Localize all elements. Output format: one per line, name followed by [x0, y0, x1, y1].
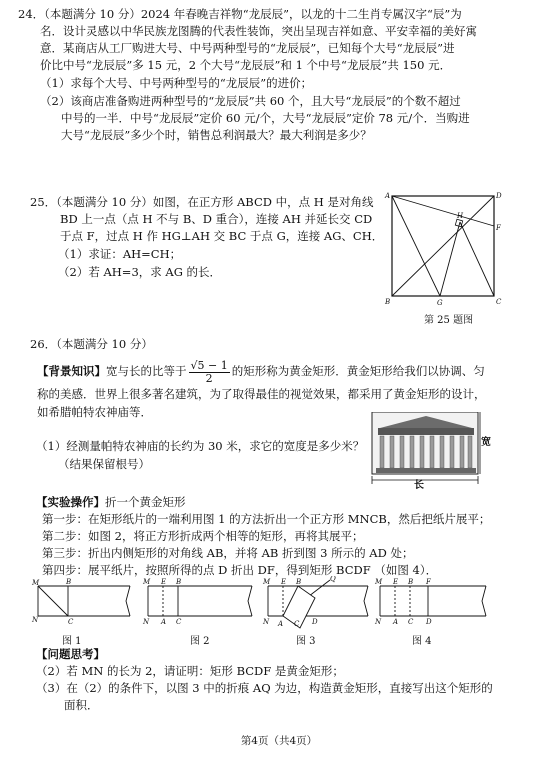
parthenon-image	[366, 412, 496, 488]
fig4-label-N: N	[375, 618, 382, 626]
fig4-label-F: F	[426, 578, 431, 586]
q26-step-4: 第四步：展平纸片，按照所得的点 D 折出 DF，得到矩形 BCDF （如图 4）．	[42, 563, 438, 577]
fig3-label-E: E	[281, 578, 287, 586]
figure-4	[380, 586, 486, 616]
q25-label-G: G	[437, 299, 443, 307]
fig3-label-A: A	[278, 620, 284, 628]
q24-line-4: 价比中号“龙辰辰”多 15 元，2 个大号“龙辰辰”和 1 个中号“龙辰辰”共 150 元．	[40, 58, 452, 72]
q25-line-1: 25．（本题满分 10 分）如图，在正方形 ABCD 中，点 H 是对角线	[30, 195, 374, 209]
length-label: 长	[414, 480, 424, 491]
q26-part-1-note: （结果保留根号）	[58, 457, 150, 471]
figure-3-caption: 图 3	[296, 636, 316, 647]
fig2-label-B: B	[176, 578, 182, 586]
experiment-title: 折一个黄金矩形	[105, 495, 186, 509]
fig2-label-A: A	[161, 618, 167, 626]
q25-label-F: F	[496, 224, 501, 232]
figure-1	[38, 586, 130, 616]
fig2-label-C: C	[176, 618, 182, 626]
fig4-label-M: M	[375, 578, 383, 586]
q25-line-2: BD 上一点（点 H 不与 B、D 重合），连接 AH 并延长交 CD	[60, 212, 373, 226]
q24-line-1: 24．（本题满分 10 分）2024 年春晚吉祥物“龙辰辰”，以龙的十二生肖专属汉字“辰”为	[18, 7, 462, 21]
fraction-numerator: √5 − 1	[190, 358, 228, 372]
fig4-label-A: A	[393, 618, 399, 626]
q25-label-H: H	[457, 212, 464, 220]
q24-line-2: 名．设计灵感以中华民族龙图腾的代表性装饰，突出呈现吉祥如意、平安幸福的美好寓	[40, 24, 477, 38]
q25-label-B: B	[385, 298, 391, 306]
fig1-label-C: C	[68, 618, 74, 626]
fig2-label-E: E	[161, 578, 167, 586]
fig2-label-M: M	[143, 578, 151, 586]
background-text-pre: 宽与长的比等于	[106, 364, 187, 378]
q25-line-3: 于点 F，过点 H 作 HG⊥AH 交 BC 于点 G，连接 AG、CH．	[60, 229, 384, 243]
figure-2	[148, 586, 252, 616]
experiment-heading: 【实验操作】	[36, 495, 105, 509]
fig4-label-D: D	[426, 618, 432, 626]
fig2-label-N: N	[143, 618, 150, 626]
q24-part-2-line-3: 大号“龙辰辰”多少个时，销售总利润最大？最大利润是多少？	[61, 128, 372, 142]
q25-part-1: （1）求证：AH=CH；	[58, 247, 182, 261]
fig3-label-B: B	[296, 578, 302, 586]
q24-part-1: （1）求每个大号、中号两种型号的“龙辰辰”的进价；	[40, 76, 313, 90]
fig3-label-D: D	[312, 618, 318, 626]
fig1-label-M: M	[32, 579, 40, 587]
q24-part-2-line-2: 中号的一半．中号“龙辰辰”定价 60 元/个，大号“龙辰辰”定价 78 元/个．当购进	[61, 111, 470, 125]
q25-label-A: A	[385, 192, 391, 200]
width-label: 宽	[481, 437, 491, 448]
fig1-label-N: N	[32, 616, 39, 624]
q25-label-D: D	[496, 192, 502, 200]
fraction-denominator: 2	[205, 371, 213, 385]
figure-4-caption: 图 4	[412, 636, 432, 647]
q25-label-C: C	[496, 298, 502, 306]
q26-experiment-heading-line	[36, 494, 186, 510]
q26-step-2: 第二步：如图 2，将正方形折成两个相等的矩形，再将其展平；	[42, 529, 364, 543]
background-heading: 【背景知识】	[37, 364, 106, 378]
q25-part-2: （2）若 AH=3，求 AG 的长．	[58, 265, 222, 279]
fig4-label-C: C	[408, 618, 414, 626]
folding-figures	[30, 576, 530, 646]
background-text-post: 的矩形称为黄金矩形．黄金矩形给我们以协调、匀	[231, 364, 485, 378]
q26-part-3-line-2: 面积．	[64, 698, 99, 712]
fig3-label-M: M	[263, 578, 271, 586]
figure-1-caption: 图 1	[62, 636, 82, 647]
thinking-heading: 【问题思考】	[36, 647, 105, 661]
fig4-label-E: E	[393, 578, 399, 586]
q26-step-1: 第一步：在矩形纸片的一端利用图 1 的方法折出一个正方形 MNCB，然后把纸片展平；	[42, 512, 491, 526]
q26-title: 26．（本题满分 10 分）	[30, 337, 153, 351]
fig3-label-C: C	[294, 620, 300, 628]
q25-square-figure	[382, 188, 512, 308]
fig3-label-N: N	[263, 618, 270, 626]
figure-2-caption: 图 2	[190, 636, 210, 647]
q25-figure-caption: 第 25 题图	[424, 315, 474, 326]
page-footer: 第4页（共4页）	[240, 735, 318, 747]
golden-ratio-fraction	[189, 360, 230, 385]
q26-background-line-1	[37, 358, 485, 385]
q26-part-1: （1）经测量帕特农神庙的长约为 30 米，求它的宽度是多少米？	[36, 439, 365, 453]
q26-background-line-2: 称的美感．世界上很多著名建筑，为了取得最佳的视觉效果，都采用了黄金矩形的设计，	[37, 387, 486, 401]
fig3-label-Q: Q	[330, 576, 336, 583]
q26-step-3: 第三步：折出内侧矩形的对角线 AB，并将 AB 折到图 3 所示的 AD 处；	[42, 546, 414, 560]
q26-background-line-3: 如希腊帕特农神庙等．	[37, 405, 152, 419]
fig4-label-B: B	[408, 578, 414, 586]
q24-line-3: 意．某商店从工厂购进大号、中号两种型号的“龙辰辰”，已知每个大号“龙辰辰”进	[40, 41, 455, 55]
q26-part-3-line-1: （3）在（2）的条件下，以图 3 中的折痕 AQ 为边，构造黄金矩形，直接写出这个矩形的	[36, 681, 493, 695]
fig1-label-B: B	[66, 578, 72, 586]
q24-part-2-line-1: （2）该商店准备购进两种型号的“龙辰辰”共 60 个，且大号“龙辰辰”的个数不超过	[40, 94, 461, 108]
q26-part-2: （2）若 MN 的长为 2，请证明：矩形 BCDF 是黄金矩形；	[36, 664, 344, 678]
